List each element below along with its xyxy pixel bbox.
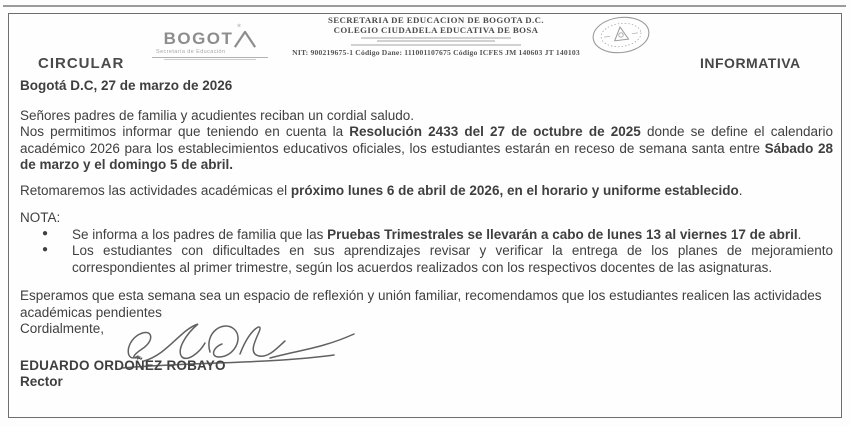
closing-paragraph: Esperamos que esta semana sea un espacio de reflexión y unión familiar, recomendamos que los estudiantes realicen las actividades académicas pendientes (20, 288, 822, 320)
letterhead-fineprint-line (377, 40, 495, 42)
logo-wordmark: BOGOT (163, 29, 234, 48)
doc-type-circular-label: CIRCULAR (38, 55, 125, 72)
bogota-logo (150, 24, 270, 60)
signer-title: Rector (20, 374, 63, 389)
greeting-line: Señores padres de familia y acudientes reciban un cordial saludo. (20, 107, 414, 123)
logo-rule (152, 57, 268, 58)
entity-name-line2: COLEGIO CIUDADELA EDUCATIVA DE BOSA (333, 25, 539, 35)
signer-name: EDUARDO ORDOÑEZ ROBAYO (20, 357, 226, 373)
logo-sparkle-icon: ✶ (236, 23, 242, 30)
nit-codes-line: NIT: 900219675-1 Código Dane: 111001107675 Código ICFES JM 140603 JT 140103 (292, 47, 580, 57)
school-seal-stamp-icon (590, 13, 652, 57)
list-item-pruebas (20, 227, 833, 244)
logo-rule-2 (164, 59, 256, 60)
scan-edge-line (3, 5, 846, 7)
entity-name-line1: SECRETARIA DE EDUCACION DE BOGOTA D.C. (327, 15, 544, 25)
letterhead-fineprint-line (361, 37, 511, 39)
letterhead (276, 15, 596, 57)
paragraph-resolution: Nos permitimos informar que teniendo en cuenta la Resolución 2433 del 27 de octubre de 2025 donde se define el calendario académico 2026 para los establecimientos educativos oficiales, los estudiantes estarán en receso de semana santa entre Sábado 28 de marzo y el domingo 5 de abril. (20, 124, 833, 172)
bullet-icon: ● (42, 227, 49, 239)
nota-bullet-list (20, 227, 833, 277)
bullet2-text: Los estudiantes con dificultades en sus aprendizajes revisar y verificar la entrega de los planes de mejoramiento correspondientes al primer trimestre, según los acuerdos realizados con los respectivos docentes de las asignaturas. (72, 243, 833, 275)
mountain-peak-icon (234, 31, 256, 48)
date-line: Bogotá D.C, 27 de marzo de 2026 (20, 78, 233, 93)
letterhead-fineprint-line (351, 44, 521, 46)
bullet-icon: ● (42, 244, 49, 255)
paragraph-return-date: Retomaremos las actividades académicas el próximo lunes 6 de abril de 2026, en el horario y uniforme establecido. (20, 182, 743, 198)
logo-subtitle: Secretaría de Educación (156, 49, 226, 55)
farewell-line: Cordialmente, (20, 321, 105, 336)
doc-type-informativa-label: INFORMATIVA (700, 55, 801, 71)
nota-label: NOTA: (20, 210, 61, 225)
letter-body (20, 78, 833, 391)
bullet1-text: Se informa a los padres de familia que las Pruebas Trimestrales se llevarán a cabo de lunes 13 al viernes 17 de abril. (72, 226, 802, 242)
list-item-planes-mejoramiento (20, 243, 833, 276)
